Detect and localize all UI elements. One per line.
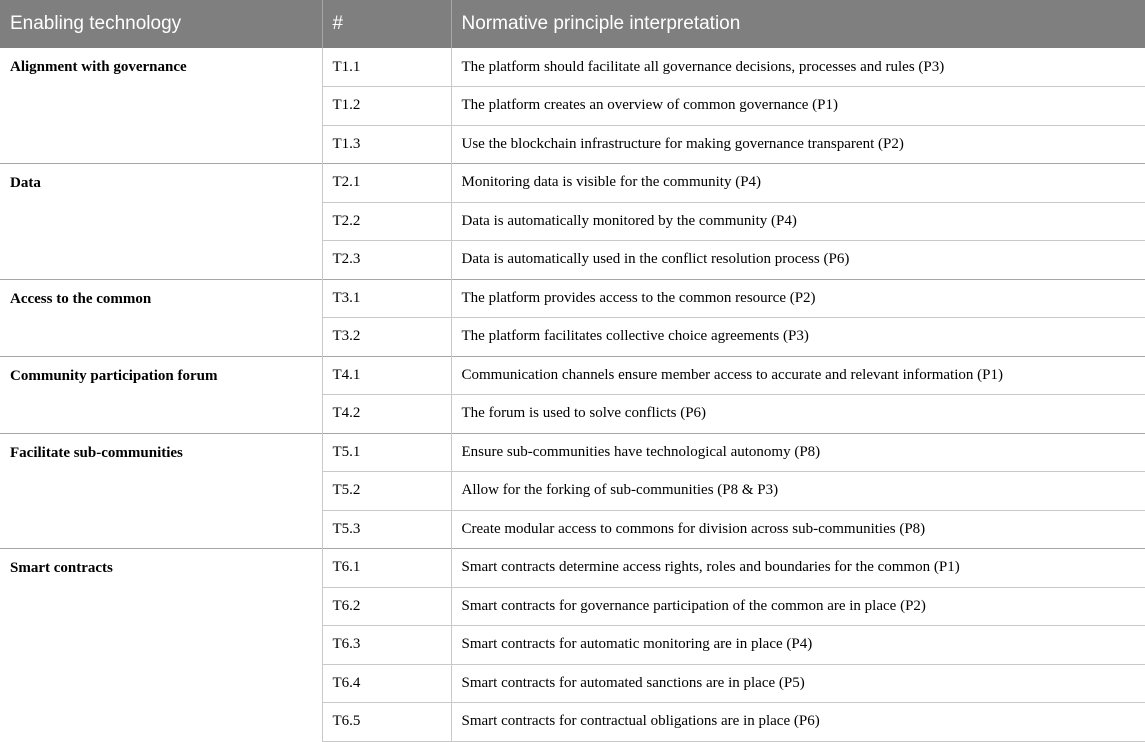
- row-id-cell: T2.2: [322, 202, 451, 241]
- interpretation-cell: Use the blockchain infrastructure for making governance transparent (P2): [451, 125, 1145, 164]
- table-body: [0, 48, 1145, 741]
- row-id-cell: T6.1: [322, 549, 451, 588]
- header-principle-interpretation: Normative principle interpretation: [451, 0, 1145, 48]
- interpretation-cell: The forum is used to solve conflicts (P6): [451, 395, 1145, 434]
- row-id-cell: T4.2: [322, 395, 451, 434]
- header-enabling-technology: Enabling technology: [0, 0, 322, 48]
- table-row: [0, 164, 1145, 203]
- technology-cell: Access to the common: [0, 279, 322, 356]
- row-id-cell: T5.2: [322, 472, 451, 511]
- row-id-cell: T5.1: [322, 433, 451, 472]
- row-id-cell: T1.1: [322, 48, 451, 87]
- row-id-cell: T1.2: [322, 87, 451, 126]
- row-id-cell: T4.1: [322, 356, 451, 395]
- technology-cell: Smart contracts: [0, 549, 322, 742]
- technology-cell: Data: [0, 164, 322, 280]
- technology-cell: Community participation forum: [0, 356, 322, 433]
- row-id-cell: T2.3: [322, 241, 451, 280]
- interpretation-cell: Communication channels ensure member access to accurate and relevant information (P1): [451, 356, 1145, 395]
- row-id-cell: T6.5: [322, 703, 451, 742]
- interpretation-cell: Ensure sub-communities have technological autonomy (P8): [451, 433, 1145, 472]
- technology-cell: Alignment with governance: [10, 59, 187, 75]
- table-header: [0, 0, 1145, 48]
- interpretation-cell: Smart contracts for automatic monitoring are in place (P4): [451, 626, 1145, 665]
- header-number: #: [322, 0, 451, 48]
- interpretation-cell: Data is automatically used in the conflict resolution process (P6): [451, 241, 1145, 280]
- table-row: [0, 48, 1145, 87]
- interpretation-cell: Allow for the forking of sub-communities (P8 & P3): [451, 472, 1145, 511]
- interpretation-cell: Smart contracts for automated sanctions are in place (P5): [451, 664, 1145, 703]
- interpretation-cell: The platform should facilitate all governance decisions, processes and rules (P3): [451, 48, 1145, 87]
- table-row: [0, 356, 1145, 395]
- row-id-cell: T5.3: [322, 510, 451, 549]
- technology-cell: Facilitate sub-communities: [0, 433, 322, 549]
- row-id-cell: T2.1: [322, 164, 451, 203]
- row-id-cell: T3.1: [322, 279, 451, 318]
- table-row: [0, 433, 1145, 472]
- interpretation-cell: Smart contracts for governance participation of the common are in place (P2): [451, 587, 1145, 626]
- row-id-cell: T3.2: [322, 318, 451, 357]
- row-id-cell: T6.2: [322, 587, 451, 626]
- interpretation-cell: Data is automatically monitored by the community (P4): [451, 202, 1145, 241]
- interpretation-cell: The platform facilitates collective choice agreements (P3): [451, 318, 1145, 357]
- interpretation-cell: Smart contracts determine access rights, roles and boundaries for the common (P1): [451, 549, 1145, 588]
- interpretation-cell: Create modular access to commons for division across sub-communities (P8): [451, 510, 1145, 549]
- interpretation-cell: Smart contracts for contractual obligations are in place (P6): [451, 703, 1145, 742]
- table-row: [0, 279, 1145, 318]
- row-id-cell: T6.3: [322, 626, 451, 665]
- interpretation-cell: The platform provides access to the common resource (P2): [451, 279, 1145, 318]
- row-id-cell: T6.4: [322, 664, 451, 703]
- header-row: [0, 0, 1145, 48]
- interpretation-cell: The platform creates an overview of common governance (P1): [451, 87, 1145, 126]
- table-row: [0, 549, 1145, 588]
- interpretation-cell: Monitoring data is visible for the community (P4): [451, 164, 1145, 203]
- row-id-cell: T1.3: [322, 125, 451, 164]
